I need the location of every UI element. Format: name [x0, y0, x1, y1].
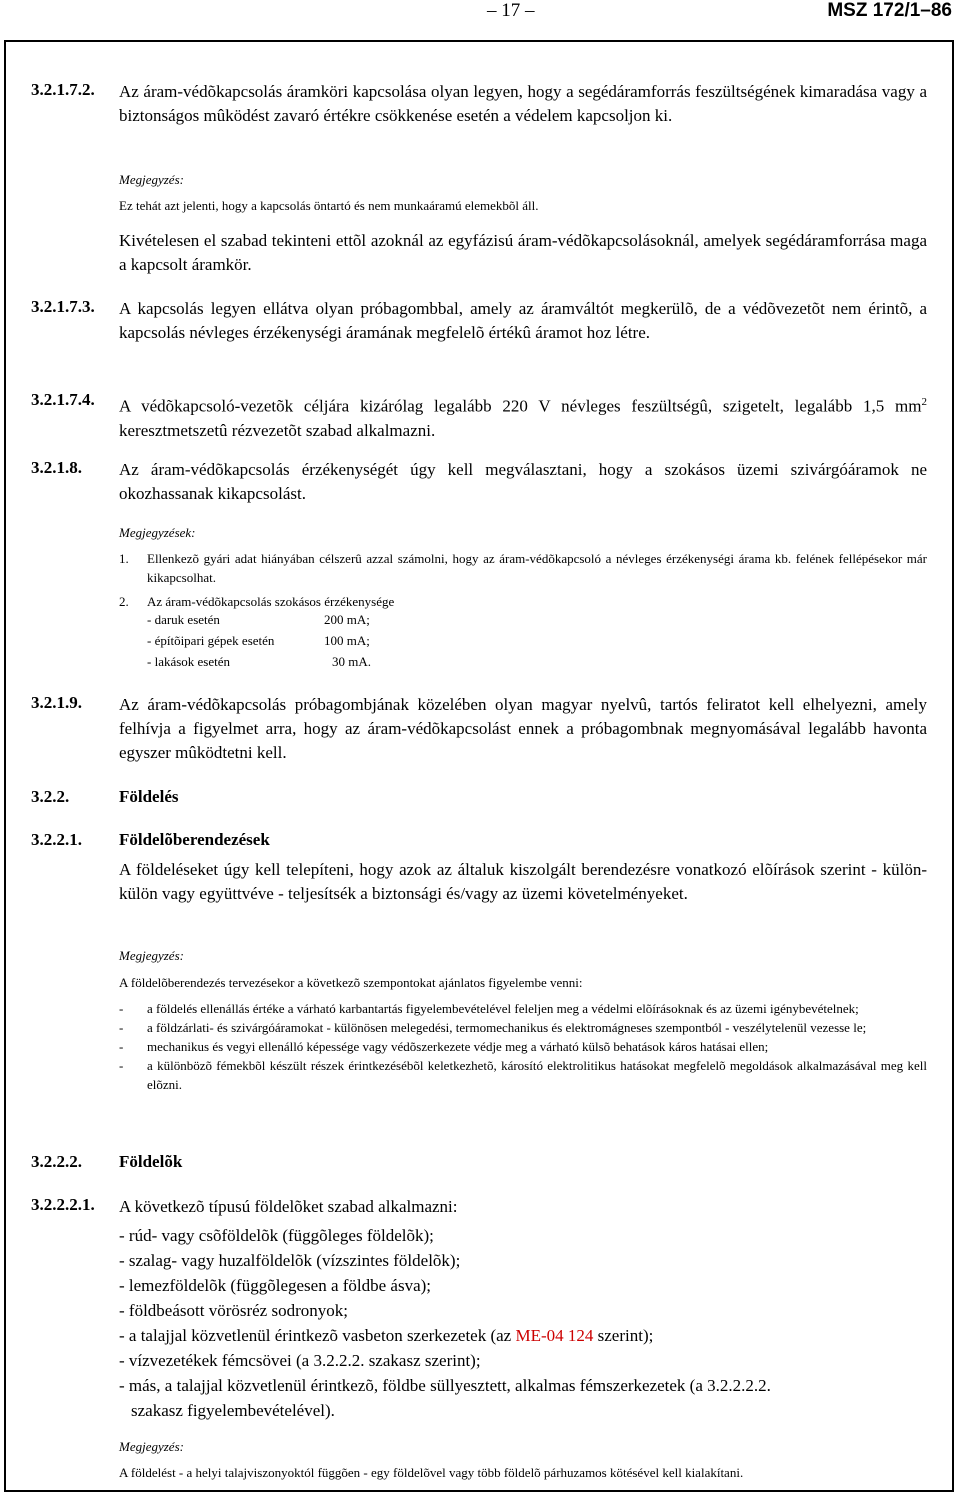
- list-item: [119, 999, 927, 1018]
- list-item: [119, 1323, 927, 1348]
- list-item-continuation: szakasz figyelembevételével).: [131, 1401, 335, 1420]
- list-item: [119, 1037, 927, 1056]
- row-value: 100 mA;: [324, 633, 370, 648]
- notes-label: Megjegyzések:: [119, 525, 196, 540]
- text-part: keresztmetszetû rézvezetõt szabad alkalmazni.: [119, 420, 436, 440]
- standard-reference-link[interactable]: ME-04 124: [515, 1326, 594, 1345]
- note-text: Ez tehát azt jelenti, hogy a kapcsolás öntartó és nem munkaáramú elemekbõl áll.: [119, 198, 539, 213]
- section-number: 3.2.1.8.: [31, 458, 82, 477]
- note-marker: 2.: [119, 594, 129, 609]
- table-row: [147, 651, 371, 672]
- list-text: a földelés ellenállás értéke a várható karbantartás figyelembevételével feleljen meg a védelmi elõírásoknak és az üzemi igénybevételnek;: [147, 1001, 859, 1016]
- list-item: - szalag- vagy huzalföldelõk (vízszintes földelõk);: [119, 1251, 461, 1270]
- section-text: Kivételesen el szabad tekinteni ettõl azoknál az egyfázisú áram-védõkapcsolásoknál, amelyek segédáramforrása maga a kapcsolt áramkör.: [119, 231, 927, 274]
- row-value: 200 mA;: [324, 612, 370, 627]
- list-text: - a talajjal közvetlenül érintkezõ vasbeton szerkezetek (az: [119, 1326, 516, 1345]
- table-row: [147, 609, 371, 630]
- list-marker: -: [119, 1058, 124, 1073]
- row-label: - daruk esetén: [147, 612, 220, 627]
- section-number: 3.2.2.: [31, 787, 70, 806]
- note-label: Megjegyzés:: [119, 1439, 184, 1454]
- table-row: [147, 630, 371, 651]
- page-number: – 17 –: [487, 0, 535, 21]
- text-part: A védõkapcsoló-vezetõk céljára kizárólag legalább 220 V névleges feszültségû, szigetelt, legalább 1,5 mm: [119, 396, 922, 416]
- list-item: - vízvezetékek fémcsövei (a 3.2.2.2. szakasz szerint);: [119, 1351, 481, 1370]
- page-header: [0, 0, 960, 40]
- note-intro: A földelõberendezés tervezésekor a következõ szempontokat ajánlatos figyelembe venni:: [119, 975, 583, 990]
- list-item: - lemezföldelõk (függõlegesen a földbe ásva);: [119, 1276, 432, 1295]
- list-item: [119, 1018, 927, 1037]
- row-label: - lakások esetén: [147, 654, 231, 669]
- section-number: 3.2.1.7.4.: [31, 390, 95, 409]
- section-text: Az áram-védõkapcsolás érzékenységét úgy kell megválasztani, hogy a szokásos üzemi szivárgóáramok ne okozhassanak kikapcsolást.: [119, 460, 927, 503]
- list-marker: -: [119, 1001, 124, 1016]
- section-text: Az áram-védõkapcsolás próbagombjának közelében olyan magyar nyelvû, tartós feliratot kell elhelyezni, amely felhívja a figyelmet arra, hogy az áram-védõkapcsolást ennek a próbagombnak megnyomásával legalább havonta egyszer mûködtetni kell.: [119, 695, 927, 762]
- section-number: 3.2.2.1.: [31, 830, 82, 849]
- section-number: 3.2.1.7.2.: [31, 80, 95, 99]
- list-item: - más, a talajjal közvetlenül érintkezõ, földbe süllyesztett, alkalmas fémszerkezetek (a 3.2.2.2.2.: [119, 1376, 771, 1395]
- earthing-list: [119, 1223, 927, 1423]
- note-label: Megjegyzés:: [119, 948, 184, 963]
- section-text: [119, 390, 927, 443]
- list-item: - földbeásott vörösréz sodronyok;: [119, 1301, 348, 1320]
- section-text: Az áram-védõkapcsolás áramköri kapcsolása olyan legyen, hogy a segédáramforrás feszültségének kimaradása vagy a biztonságos mûködést zavaró értékre csökkenése esetén a védelem kapcsoljon ki.: [119, 82, 927, 125]
- section-heading: Földelés: [119, 787, 179, 806]
- list-text: mechanikus és vegyi ellenálló képessége vagy védõszerkezete védje meg a várható külsõ behatások káros hatásai ellen;: [147, 1039, 769, 1054]
- list-item: [119, 1056, 927, 1094]
- list-text: szerint);: [593, 1326, 654, 1345]
- document-code: MSZ 172/1–86: [827, 0, 952, 21]
- list-item: - rúd- vagy csõföldelõk (függõleges földelõk);: [119, 1226, 434, 1245]
- note-list: [119, 999, 927, 1094]
- note-text: Ellenkezõ gyári adat hiányában célszerû azzal számolni, hogy az áram-védõkapcsoló a névleges érzékenységi árama kb. felének fellépésekor már kikapcsolhat.: [147, 551, 927, 585]
- list-text: a földzárlati- és szivárgóáramokat - különösen melegedési, termomechanikus és elektromágneses szempontból - veszélytelenül vezesse le;: [147, 1020, 867, 1035]
- note-item: [119, 549, 927, 587]
- section-text: A következõ típusú földelõket szabad alkalmazni:: [119, 1197, 458, 1216]
- section-heading: Földelõberendezések: [119, 830, 270, 849]
- list-text: a különbözõ fémekbõl készült részek érintkezésébõl keletkezhetõ, károsító elektrolitikus hatásokat megfelelõ megoldások alkalmazásával meg kell elõzni.: [147, 1058, 927, 1092]
- section-text: A kapcsolás legyen ellátva olyan próbagombbal, amely az áramváltót megkerülõ, de a védõvezetõt nem érintõ, a kapcsolás névleges érzékenységi áramának megfelelõ értékû áramot hoz létre.: [119, 299, 927, 342]
- section-number: 3.2.2.2.: [31, 1152, 82, 1171]
- superscript: 2: [921, 396, 927, 408]
- note-text: Az áram-védõkapcsolás szokásos érzékenysége: [147, 594, 395, 609]
- list-marker: -: [119, 1039, 124, 1054]
- section-heading: Földelõk: [119, 1152, 183, 1171]
- sensitivity-table: [147, 609, 371, 672]
- note-label: Megjegyzés:: [119, 172, 184, 187]
- list-marker: -: [119, 1020, 124, 1035]
- section-number: 3.2.2.2.1.: [31, 1195, 95, 1214]
- note-text: A földelést - a helyi talajviszonyoktól függõen - egy földelõvel vagy több földelõ párhuzamos kötésével kell kialakítani.: [119, 1465, 744, 1480]
- row-label: - építõipari gépek esetén: [147, 633, 275, 648]
- note-marker: 1.: [119, 551, 129, 566]
- section-number: 3.2.1.7.3.: [31, 297, 95, 316]
- section-number: 3.2.1.9.: [31, 693, 82, 712]
- row-value: 30 mA.: [332, 654, 371, 669]
- section-text: A földeléseket úgy kell telepíteni, hogy azok az általuk kiszolgált berendezésre vonatkozó elõírások szerint - külön-külön vagy együttvéve - teljesítsék a biztonsági és/vagy az üzemi követelményeket.: [119, 860, 927, 903]
